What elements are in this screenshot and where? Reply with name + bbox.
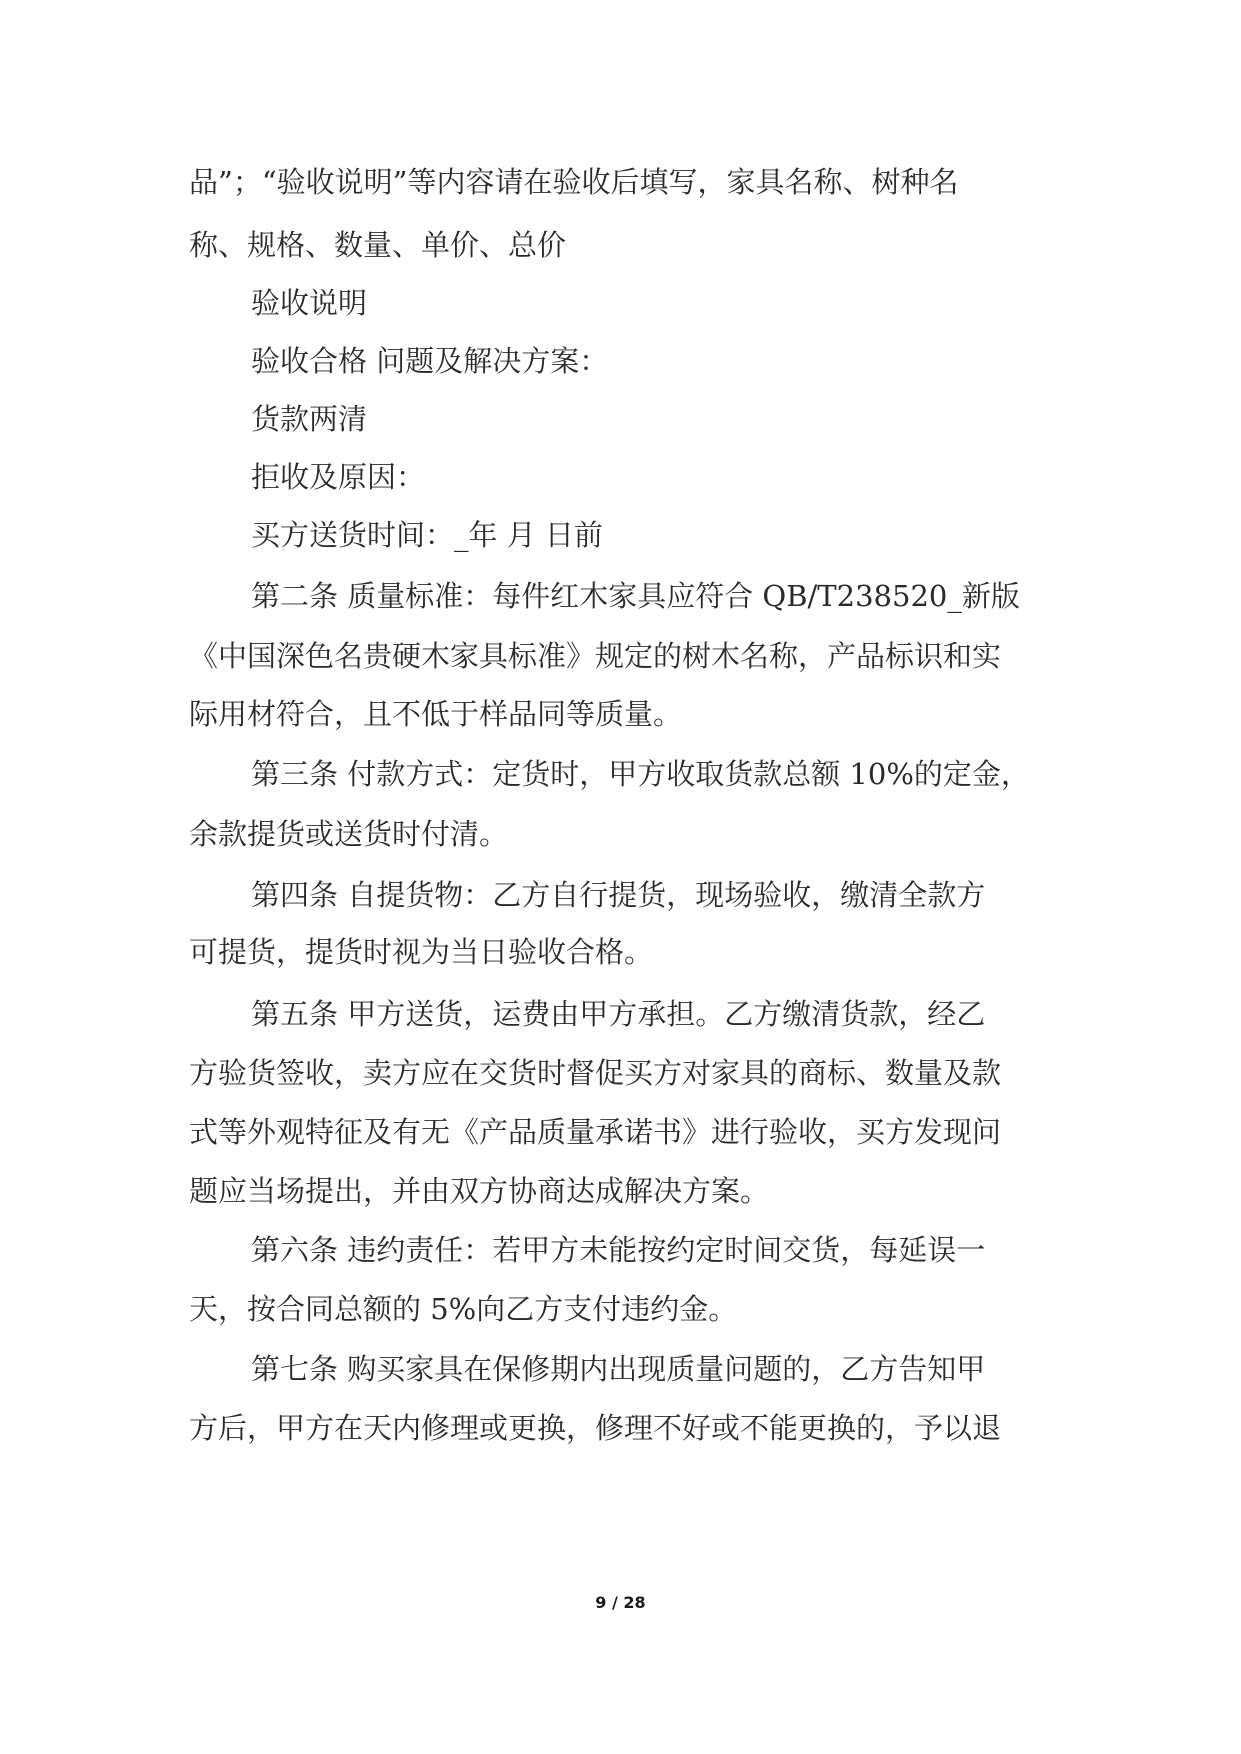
text-line: 第七条 购买家具在保修期内出现质量问题的，乙方告知甲 <box>251 1352 986 1386</box>
text-line: 第三条 付款方式：定货时，甲方收取货款总额 10%的定金， <box>251 757 1030 791</box>
text-line: 天，按合同总额的 5%向乙方支付违约金。 <box>189 1292 738 1326</box>
text-line: 方验货签收，卖方应在交货时督促买方对家具的商标、数量及款 <box>189 1056 1002 1090</box>
text-line: 货款两清 <box>251 402 368 436</box>
text-line: 式等外观特征及有无《产品质量承诺书》进行验收，买方发现问 <box>189 1115 1002 1149</box>
text-line: 《中国深色名贵硬木家具标准》规定的树木名称，产品标识和实 <box>189 639 1002 673</box>
text-line: 题应当场提出，并由双方协商达成解决方案。 <box>189 1174 770 1208</box>
text-line: 第六条 违约责任：若甲方未能按约定时间交货，每延误一 <box>251 1233 986 1267</box>
text-line: 买方送货时间：_年 月 日前 <box>251 518 603 552</box>
text-line: 称、规格、数量、单价、总价 <box>189 228 567 262</box>
text-line: 第五条 甲方送货，运费由甲方承担。乙方缴清货款，经乙 <box>251 997 986 1031</box>
text-line: 拒收及原因： <box>251 460 426 494</box>
text-line: 品”；“验收说明”等内容请在验收后填写，家具名称、树种名 <box>189 165 959 199</box>
text-line: 方后，甲方在天内修理或更换，修理不好或不能更换的，予以退 <box>189 1411 1002 1445</box>
text-line: 余款提货或送货时付清。 <box>189 817 509 851</box>
page-number: 9 / 28 <box>595 1593 646 1612</box>
text-line: 验收合格 问题及解决方案： <box>251 344 609 378</box>
text-line: 第四条 自提货物：乙方自行提货，现场验收，缴清全款方 <box>251 878 986 912</box>
text-line: 可提货，提货时视为当日验收合格。 <box>189 935 654 969</box>
text-line: 验收说明 <box>251 286 368 320</box>
text-line: 第二条 质量标准：每件红木家具应符合 QB/T238520_新版 <box>251 579 1020 613</box>
text-line: 际用材符合，且不低于样品同等质量。 <box>189 697 683 731</box>
